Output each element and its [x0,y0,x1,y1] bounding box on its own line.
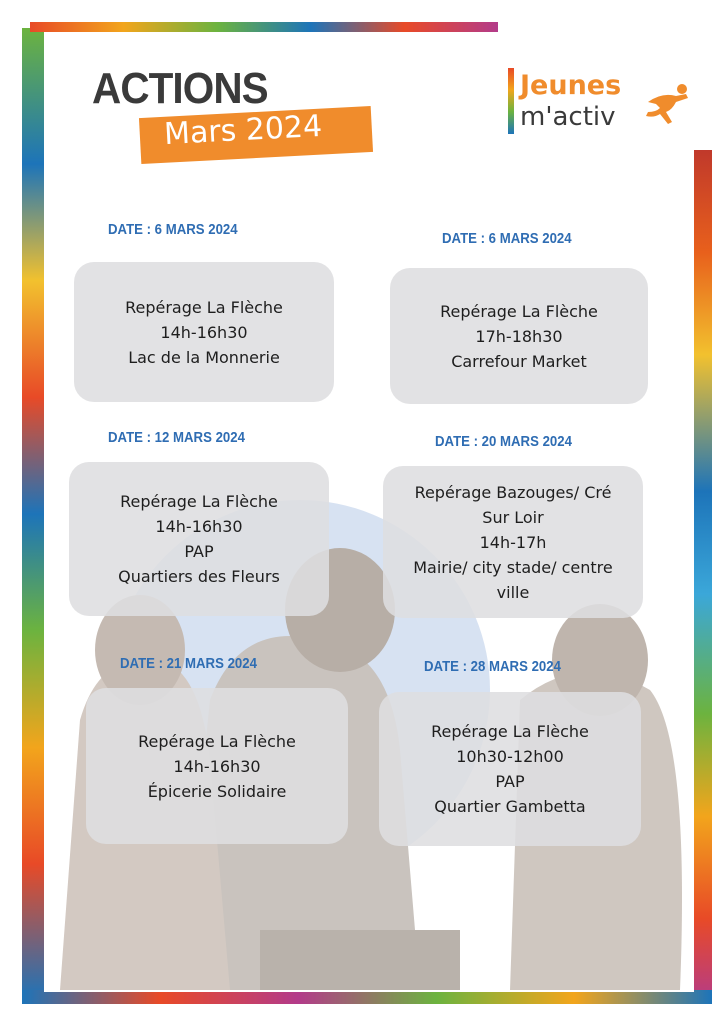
event-line: Lac de la Monnerie [128,347,280,367]
event-line: Épicerie Solidaire [147,781,287,801]
event-line: Repérage La Flèche [125,297,283,317]
event-line: Repérage Bazouges/ Cré [414,482,612,502]
event-line: Mairie/ city stade/ centre [413,557,613,577]
event-line: Repérage La Flèche [138,731,296,751]
event-date: DATE : 20 MARS 2024 [435,433,572,450]
logo-text-line2: m'activ [520,102,616,132]
event-date: DATE : 21 MARS 2024 [120,655,257,672]
event-line: Sur Loir [482,507,544,527]
event-line: Quartier Gambetta [434,797,586,816]
event-line: PAP [184,542,214,561]
event-line: Repérage La Flèche [440,301,598,321]
event-line: 14h-16h30 [160,322,248,342]
event-line: 14h-16h30 [173,756,261,776]
event-line: Repérage La Flèche [120,492,278,511]
event-line: 17h-18h30 [475,326,563,346]
running-figure-icon [642,82,694,128]
event-line: Repérage La Flèche [431,722,589,741]
event-card [69,462,329,616]
colorful-frame-bottom [22,990,712,1004]
event-card [383,466,643,618]
colorful-frame-top [30,22,498,32]
month-label: Mars 2024 [163,108,323,153]
logo-color-bar [508,68,514,134]
event-line: 14h-17h [479,532,547,552]
event-line: Quartiers des Fleurs [118,567,280,586]
event-date: DATE : 6 MARS 2024 [108,221,238,238]
event-card [74,262,334,402]
event-date: DATE : 6 MARS 2024 [442,230,572,247]
logo-text-line1: Jeunes [520,70,622,101]
event-line: PAP [495,772,525,791]
event-line: Carrefour Market [451,351,587,371]
event-card [86,688,348,844]
page-title: ACTIONS [92,64,268,113]
event-line: 14h-16h30 [155,517,243,536]
event-line: 10h30-12h00 [456,747,564,766]
event-line: ville [496,582,530,602]
event-card [379,692,641,846]
event-card [390,268,648,404]
jeunes-mactiv-logo [508,66,698,138]
event-date: DATE : 12 MARS 2024 [108,429,245,446]
event-date: DATE : 28 MARS 2024 [424,658,561,675]
